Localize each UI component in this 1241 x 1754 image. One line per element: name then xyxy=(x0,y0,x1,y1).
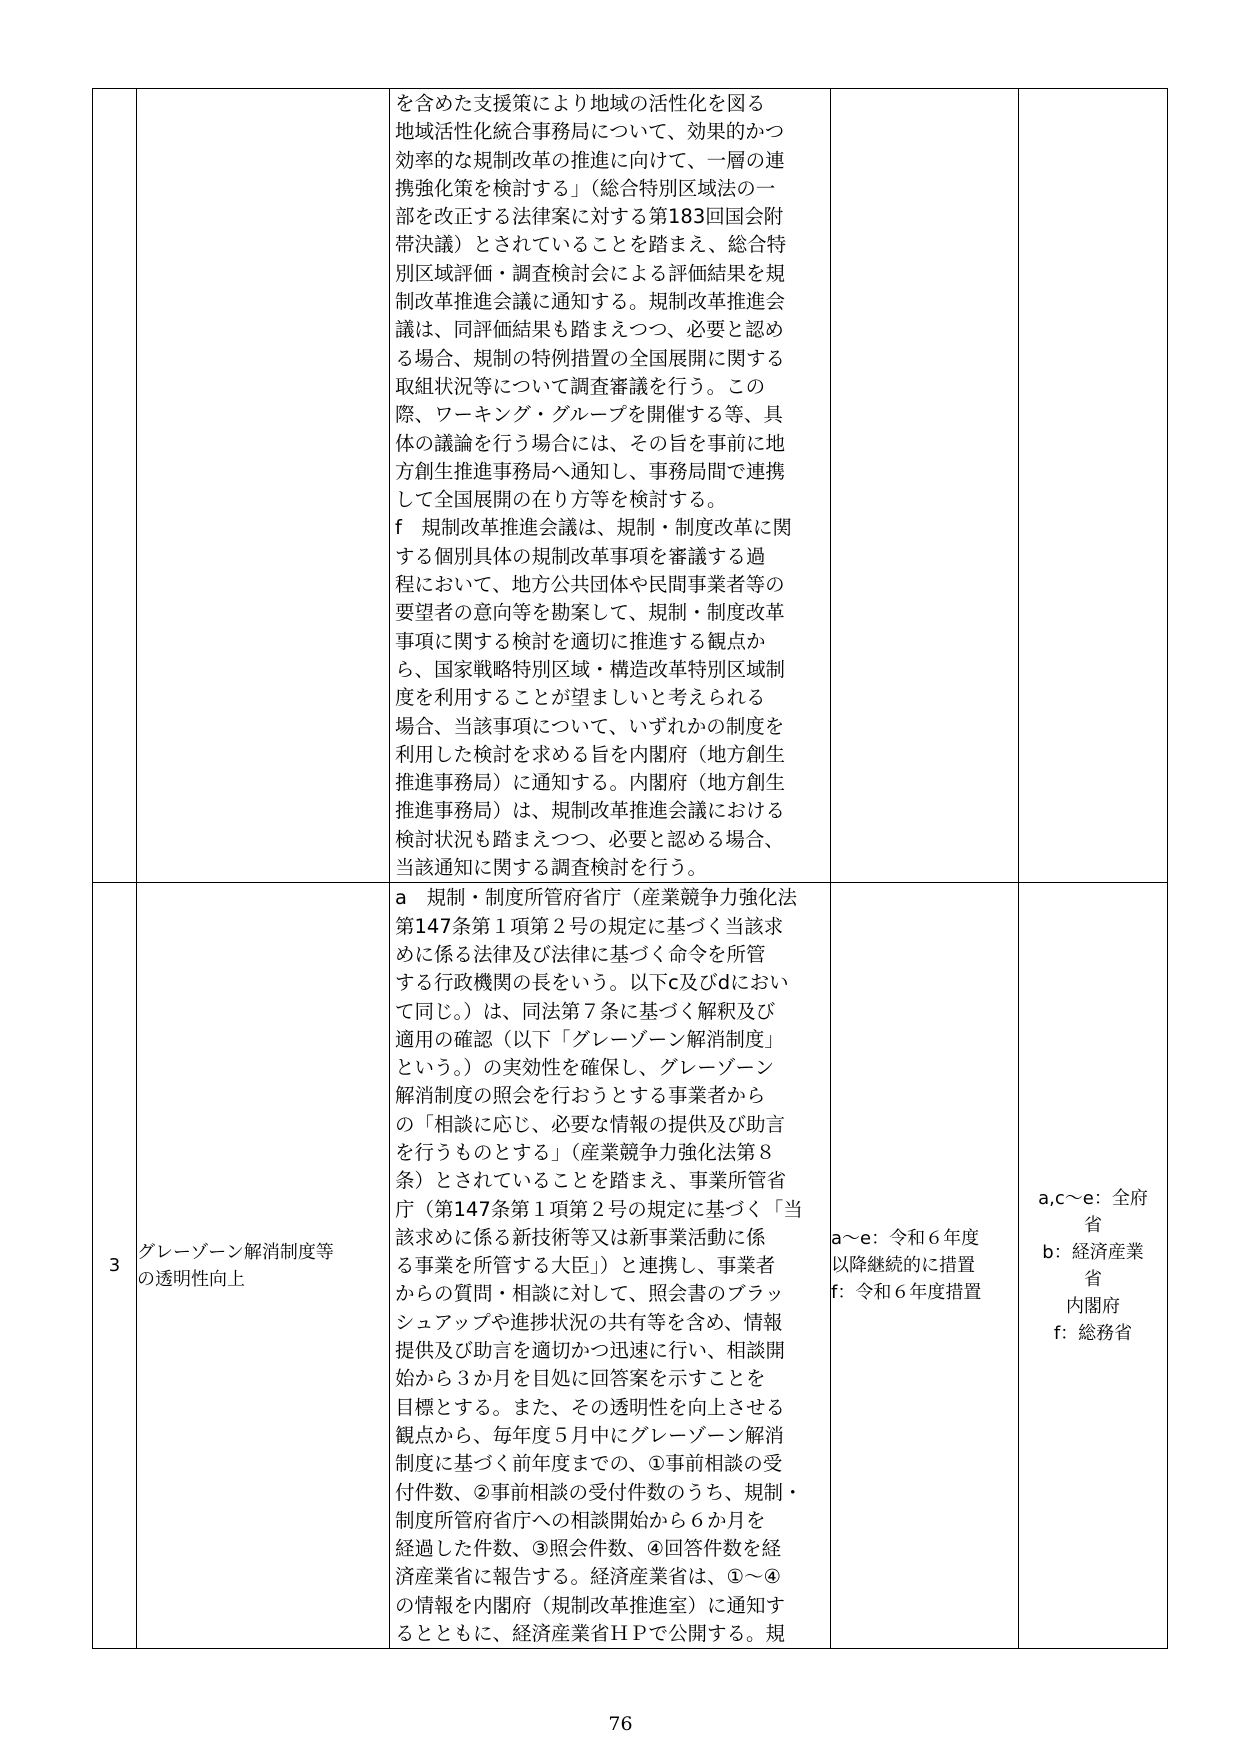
content-line: シュアップや進捗状況の共有等を含め、情報 xyxy=(395,1310,783,1334)
schedule-line: 以降継続的に措置 xyxy=(831,1255,975,1277)
content-line: 第147条第１項第２号の規定に基づく当該求 xyxy=(395,914,784,938)
content-line: 該求めに係る新技術等又は新事業活動に係 xyxy=(395,1225,766,1249)
content-line: という。）の実効性を確保し、グレーゾーン xyxy=(395,1056,775,1080)
table-row xyxy=(93,89,1168,883)
content-lines xyxy=(390,89,830,882)
content-line: ら、国家戦略特別区域・構造改革特別区域制 xyxy=(395,657,786,681)
content-line: 済産業省に報告する。経済産業省は、①～④ xyxy=(395,1565,781,1589)
content-line: する個別具体の規制改革事項を審議する過 xyxy=(395,544,766,568)
ministry-line: a,c～e：全府 xyxy=(1038,1187,1148,1209)
content-line: 当該通知に関する調査検討を行う。 xyxy=(395,856,708,880)
ministry-cell xyxy=(1019,883,1168,1649)
content-line: る場合、規制の特例措置の全国展開に関する xyxy=(395,346,786,370)
content-line: する行政機関の長をいう。以下c及びdにおい xyxy=(395,971,789,995)
ministry-line: f：総務省 xyxy=(1053,1322,1133,1344)
content-line: の情報を内閣府（規制改革推進室）に通知す xyxy=(395,1593,786,1617)
row-number xyxy=(93,89,137,883)
content-line: 制度に基づく前年度までの、①事前相談の受 xyxy=(395,1452,783,1476)
content-line: 取組状況等について調査審議を行う。この xyxy=(395,374,766,398)
content-line: 別区域評価・調査検討会による評価結果を規 xyxy=(395,261,786,285)
ministry-line: 省 xyxy=(1084,1214,1102,1236)
table-row xyxy=(93,883,1168,1649)
content-line: て同じ。）は、同法第７条に基づく解釈及び xyxy=(395,999,776,1023)
content-line: 目標とする。また、その透明性を向上させる xyxy=(395,1395,786,1419)
content-line: 度を利用することが望ましいと考えられる xyxy=(395,686,766,710)
content-line: 程において、地方公共団体や民間事業者等の xyxy=(395,573,785,597)
schedule-line: a～e：令和６年度 xyxy=(831,1228,980,1250)
content-line: 推進事務局）は、規制改革推進会議における xyxy=(395,799,786,823)
content-line: 方創生推進事務局へ通知し、事務局間で連携 xyxy=(395,459,786,483)
content-line: 提供及び助言を適切かつ迅速に行い、相談開 xyxy=(395,1339,786,1363)
page-number: 76 xyxy=(608,1713,633,1735)
content-line: 要望者の意向等を勘案して、規制・制度改革 xyxy=(395,601,785,625)
content-line: 帯決議）とされていることを踏まえ、総合特 xyxy=(395,233,787,257)
schedule-cell xyxy=(831,883,1019,1649)
measures-table xyxy=(92,88,1168,1649)
content-line: を含めた支援策により地域の活性化を図る xyxy=(395,92,766,115)
content-line: 制改革推進会議に通知する。規制改革推進会 xyxy=(395,290,786,314)
content-line: 解消制度の照会を行おうとする事業者から xyxy=(395,1084,766,1108)
content-lines xyxy=(390,883,830,1648)
content-line: るとともに、経済産業省ＨＰで公開する。規 xyxy=(395,1622,786,1646)
content-line: 付件数、②事前相談の受付件数のうち、規制・ xyxy=(395,1480,803,1504)
content-line: 効率的な規制改革の推進に向けて、一層の連 xyxy=(395,148,785,172)
content-line: 事項に関する検討を適切に推進する観点か xyxy=(395,629,766,653)
schedule-cell xyxy=(831,89,1019,883)
content-line: a 規制・制度所管府省庁（産業競争力強化法 xyxy=(395,886,797,910)
content-line: 携強化策を検討する」（総合特別区域法の一 xyxy=(395,176,776,200)
content-line: 経過した件数、③照会件数、④回答件数を経 xyxy=(395,1537,781,1561)
content-line: めに係る法律及び法律に基づく命令を所管 xyxy=(395,942,766,966)
content-line: 場合、当該事項について、いずれかの制度を xyxy=(395,714,785,738)
content-line: 条）とされていることを踏まえ、事業所管省 xyxy=(395,1169,787,1193)
content-line: 利用した検討を求める旨を内閣府（地方創生 xyxy=(395,742,786,766)
item-line: の透明性向上 xyxy=(137,1268,245,1290)
content-line: 制度所管府省庁への相談開始から６か月を xyxy=(395,1508,766,1532)
row-number: 3 xyxy=(93,883,137,1649)
content-line: 議は、同評価結果も踏まえつつ、必要と認め xyxy=(395,318,784,342)
content-line: 体の議論を行う場合には、その旨を事前に地 xyxy=(395,431,786,455)
item-cell xyxy=(137,89,390,883)
content-cell xyxy=(390,89,831,883)
content-line: 推進事務局）に通知する。内閣府（地方創生 xyxy=(395,771,786,795)
content-line: 地域活性化統合事務局について、効果的かつ xyxy=(395,120,785,144)
content-line: 際、ワーキング・グループを開催する等、具 xyxy=(395,403,783,427)
item-line: グレーゾーン解消制度等 xyxy=(137,1241,334,1263)
content-line: 始から３か月を目処に回答案を示すことを xyxy=(395,1367,766,1391)
content-line: の「相談に応じ、必要な情報の提供及び助言 xyxy=(395,1112,786,1136)
content-line: る事業を所管する大臣」）と連携し、事業者 xyxy=(395,1254,776,1278)
content-line: f 規制改革推進会議は、規制・制度改革に関 xyxy=(395,516,792,540)
schedule-line: f：令和６年度措置 xyxy=(831,1282,982,1304)
content-line: 庁（第147条第１項第２号の規定に基づく「当 xyxy=(395,1197,803,1221)
ministry-line: 省 xyxy=(1084,1268,1102,1290)
ministry-line: 内閣府 xyxy=(1066,1295,1120,1317)
content-line: 部を改正する法律案に対する第183回国会附 xyxy=(395,205,784,229)
ministry-line: b：経済産業 xyxy=(1042,1241,1144,1263)
content-line: 検討状況も踏まえつつ、必要と認める場合、 xyxy=(395,827,784,851)
content-line: を行うものとする」（産業競争力強化法第８ xyxy=(395,1140,776,1164)
content-line: して全国展開の在り方等を検討する。 xyxy=(395,488,727,512)
ministry-cell xyxy=(1019,89,1168,883)
content-line: からの質問・相談に対して、照会書のブラッ xyxy=(395,1282,785,1306)
content-line: 適用の確認（以下「グレーゾーン解消制度」 xyxy=(395,1027,784,1051)
content-line: 観点から、毎年度５月中にグレーゾーン解消 xyxy=(395,1423,784,1447)
content-cell xyxy=(390,883,831,1649)
item-cell xyxy=(137,883,390,1649)
